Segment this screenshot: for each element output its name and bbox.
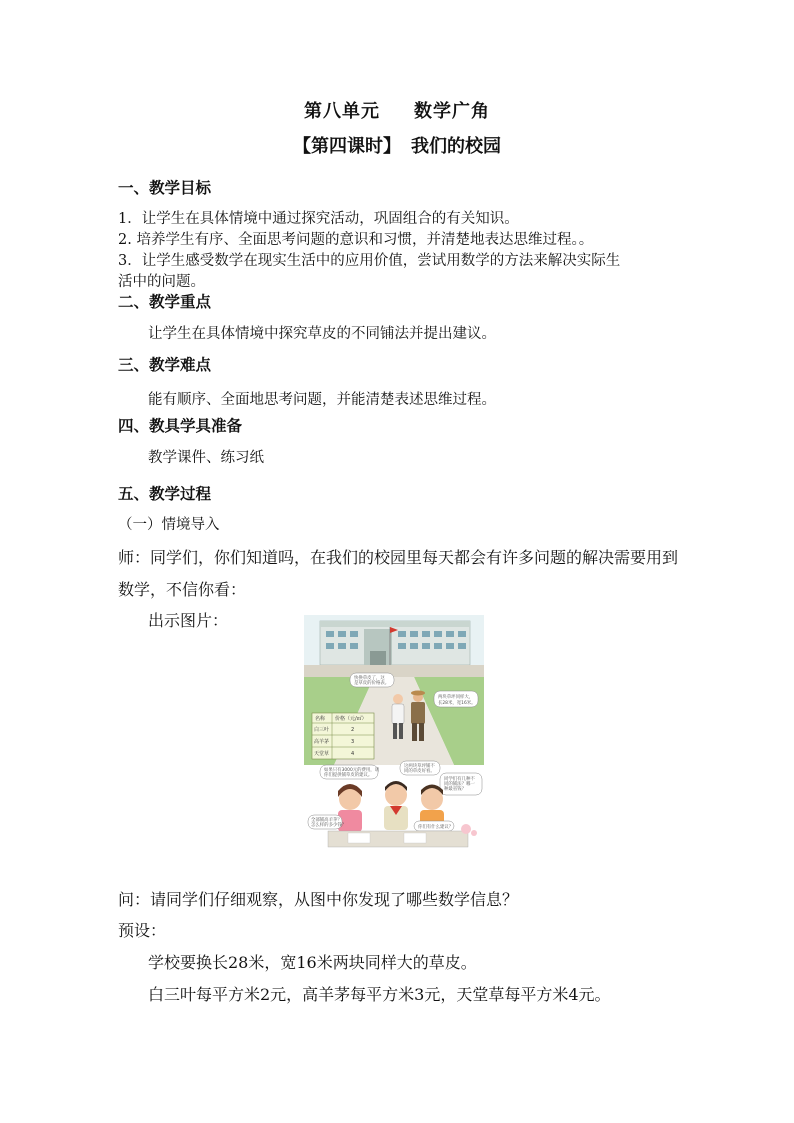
question-text: 问：请同学们仔细观察，从图中你发现了哪些数学信息？ [118, 890, 519, 909]
difficulty-text: 能有顺序、全面地思考问题，并能清楚表述思维过程。 [148, 392, 496, 408]
speech-bubble [350, 673, 394, 687]
svg-text:种最省钱？: 种最省钱？ [444, 787, 466, 792]
table-cell: 白三叶 [314, 727, 330, 733]
key-point-heading: 二、教学重点 [118, 292, 212, 311]
svg-text:如果只有3000元的费用，请: 如果只有3000元的费用，请 [324, 768, 380, 773]
process-step: （一）情境导入 [118, 517, 220, 533]
svg-text:两块草坪同样大，: 两块草坪同样大， [438, 695, 474, 700]
table-cell: 2 [351, 727, 355, 733]
speech-bubble [434, 691, 478, 707]
speech-bubble [440, 773, 482, 795]
teacher-line: 师：同学们，你们知道吗，在我们的校园里每天都会有许多问题的解决需要用到 [118, 548, 679, 567]
goal-item: 1．让学生在具体情境中通过探究活动，巩固组合的有关知识。 [118, 211, 519, 227]
speech-bubble [320, 765, 380, 779]
goals-heading: 一、教学目标 [118, 178, 212, 197]
lesson-name: 我们的校园 [411, 136, 501, 157]
speech-bubble [400, 761, 440, 775]
topic-title: 数学广角 [414, 101, 490, 122]
svg-text:同的铺法？哪一: 同的铺法？哪一 [444, 782, 475, 787]
key-point-text: 让学生在具体情境中探究草皮的不同铺法并提出建议。 [148, 326, 496, 342]
process-heading: 五、教学过程 [118, 484, 212, 503]
lesson-title [0, 132, 794, 158]
preset-label: 预设： [118, 921, 167, 940]
table-cell: 天堂草 [314, 751, 330, 757]
svg-text:同的草皮好看。: 同的草皮好看。 [404, 769, 435, 774]
table-header: 价格（元/㎡） [335, 716, 367, 722]
goal-item: 活中的问题。 [118, 274, 205, 290]
page-title [0, 97, 794, 123]
teacher-line: 数学，不信你看： [118, 580, 247, 599]
materials-heading: 四、教具学具准备 [118, 416, 243, 435]
svg-text:快换草皮了，这: 快换草皮了，这 [354, 676, 385, 681]
price-table [312, 713, 374, 759]
materials-text: 教学课件、练习纸 [148, 450, 264, 466]
difficulty-heading: 三、教学难点 [118, 355, 212, 374]
table-cell: 3 [351, 739, 355, 745]
campus-illustration [304, 615, 484, 851]
lesson-tag: 【第四课时】 [293, 136, 401, 157]
speech-bubble [414, 821, 454, 831]
preset-item: 学校要换长28米，宽16米两块同样大的草皮。 [148, 953, 477, 972]
svg-text:怎么样的多少钱？: 怎么样的多少钱？ [311, 823, 347, 828]
table-cell: 高羊茅 [314, 739, 330, 745]
goal-item: 2. 培养学生有序、全面思考问题的意识和习惯，并清楚地表达思维过程。。 [118, 232, 594, 248]
svg-text:你们有什么建议？: 你们有什么建议？ [418, 825, 454, 830]
svg-text:同学们有几种不: 同学们有几种不 [444, 777, 475, 782]
svg-text:是草皮的价格表。: 是草皮的价格表。 [354, 681, 390, 686]
svg-text:全部铺高羊茅？: 全部铺高羊茅？ [311, 818, 342, 823]
show-picture-label: 出示图片： [148, 611, 229, 630]
unit-title: 第八单元 [304, 101, 380, 122]
table-header: 名称 [315, 716, 326, 722]
school-building-icon [320, 621, 470, 665]
svg-text:你们提供铺草皮的建议。: 你们提供铺草皮的建议。 [324, 773, 373, 778]
speech-bubble [308, 815, 346, 829]
svg-text:这两块草坪铺不: 这两块草坪铺不 [404, 764, 435, 769]
preset-item: 白三叶每平方米2元，高羊茅每平方米3元，天堂草每平方米4元。 [148, 985, 611, 1004]
svg-text:长28米，宽16米。: 长28米，宽16米。 [438, 701, 476, 706]
goal-item: 3．让学生感受数学在现实生活中的应用价值，尝试用数学的方法来解决实际生 [118, 253, 621, 269]
table-cell: 4 [351, 751, 355, 757]
